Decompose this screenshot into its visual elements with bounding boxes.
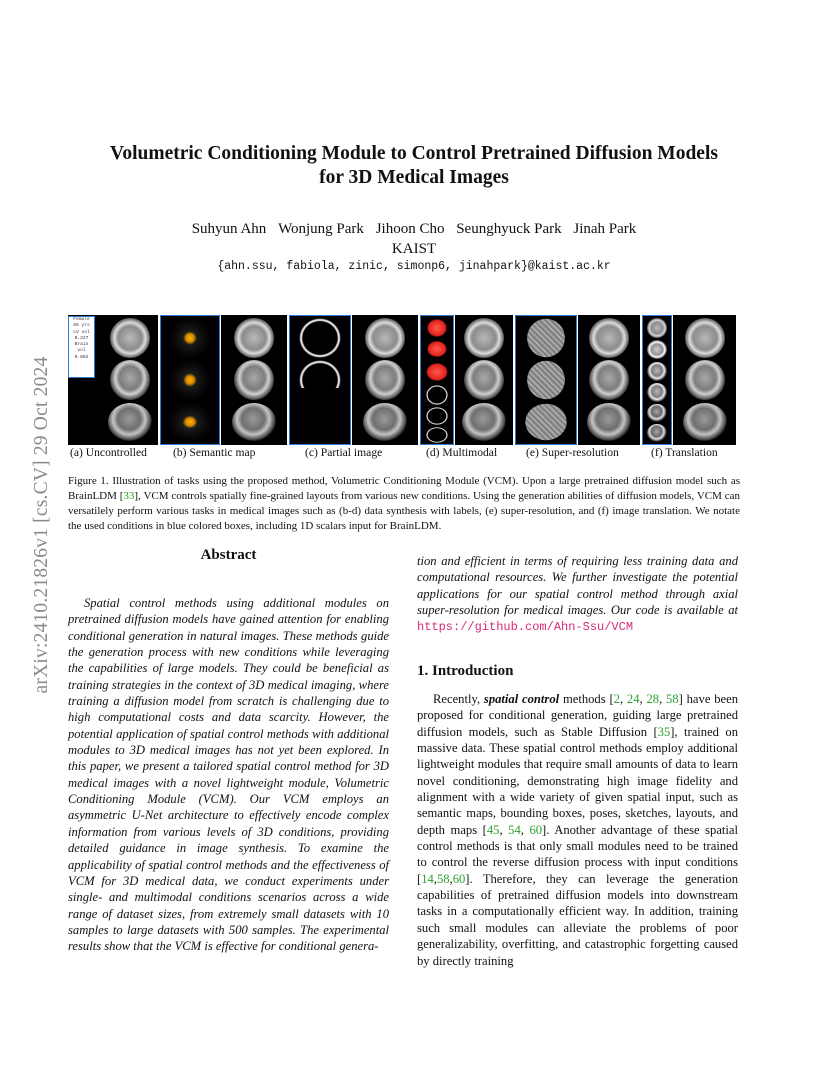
title-line-2: for 3D Medical Images	[319, 167, 509, 188]
brain-sagittal-slice	[108, 403, 152, 441]
author-emails: {ahn.ssu, fabiola, zinic, simonp6, jinahpark}@kaist.ac.kr	[217, 260, 611, 273]
source-modality-1	[647, 318, 667, 338]
introduction-heading: 1. Introduction	[417, 663, 514, 679]
code-link[interactable]: https://github.com/Ahn-Ssu/VCM	[417, 620, 634, 635]
emphasized-term: spatial control	[483, 692, 560, 706]
source-modality-2	[647, 340, 667, 359]
citation-link[interactable]: 35	[657, 724, 671, 739]
partial-image-coronal	[299, 360, 341, 400]
brain-sagittal-slice	[232, 403, 276, 441]
brain-axial-slice	[685, 318, 725, 358]
author-name: Seunghyuck Park	[456, 221, 562, 237]
panel-partial-output	[352, 315, 418, 445]
panel-translation-condition	[642, 315, 672, 445]
brain-sagittal-slice	[587, 403, 631, 441]
introduction-body: Recently, spatial control methods [2, 24, 28, 58] have been proposed for conditional generation, guiding large pretrained diffusion models, such as Stable Diffusion [35], trained on massive data. These spatial control methods employ additional lightweight modules that require small amounts of data to learn novel conditioning, demonstrating high image fidelity and alignment with a wide variety of given spatial input, such as semantic maps, bounding boxes, poses, sketches, layouts, and depth maps [45, 54, 60]. Another advantage of these spatial control methods is that only small modules need to be trained to control the reverse diffusion process with input conditions [14,58,60]. Therefore, they can leverage the generation capabilities of pretrained diffusion models into downstream tasks in a computationally efficient way. In addition, training such small modules can alleviate the problems of poor generalizability, overfitting, and catastrophic forgetting caused by directly training	[417, 692, 739, 968]
panel-superres-output	[578, 315, 640, 445]
subfigure-label: (a) Uncontrolled	[70, 446, 147, 459]
citation-link[interactable]: 28	[646, 692, 660, 706]
multimodal-edge-1	[426, 385, 448, 405]
brain-coronal-slice	[234, 360, 274, 400]
lowres-axial	[525, 318, 567, 358]
figure-1	[68, 315, 736, 445]
multimodal-edge-2	[426, 407, 448, 425]
subfigure-label: (d) Multimodal	[426, 446, 498, 459]
abstract-heading: Abstract	[200, 547, 257, 563]
brain-coronal-slice	[464, 360, 504, 400]
semantic-map-sagittal	[168, 403, 212, 441]
citation-link[interactable]: 33	[123, 490, 135, 502]
lowres-sagittal	[523, 403, 569, 441]
author-block	[60, 219, 768, 259]
brain-axial-slice	[234, 318, 274, 358]
brain-coronal-slice	[685, 360, 725, 400]
citation-link[interactable]: 54	[508, 822, 521, 837]
panel-uncontrolled	[68, 315, 158, 445]
subfigure-label: (b) Semantic map	[173, 446, 256, 459]
citation-link[interactable]: 14	[421, 871, 434, 886]
brain-sagittal-slice	[462, 403, 506, 441]
arxiv-id: arXiv:2410.21826v1 [cs.CV] 29 Oct 2024	[31, 356, 52, 694]
panel-superres-condition	[515, 315, 577, 445]
panel-semantic-condition	[160, 315, 220, 445]
brain-axial-slice	[365, 318, 405, 358]
author-name: Wonjung Park	[278, 221, 364, 237]
multimodal-edge-3	[426, 427, 448, 443]
source-modality-3	[647, 362, 667, 381]
figure-caption: Figure 1. Illustration of tasks using the proposed method, Volumetric Conditioning Module (VCM). Upon a large pretrained diffusion model such as BrainLDM [33], VCM controls spatially fine-grained layouts from various new conditions. Using the generation abilities of diffusion models, VCM can versatilely perform various tasks in medical images such as (b-d) data synthesis with labels, (e) super-resolution, and (f) image translation. We notate the used conditions in blue colored boxes, including 1D scalars input for BrainLDM.	[68, 475, 740, 532]
subfigure-label: (c) Partial image	[305, 446, 383, 459]
panel-semantic-output	[221, 315, 287, 445]
brain-axial-slice	[464, 318, 504, 358]
abstract-body: Spatial control methods using additional modules on pretrained diffusion models have gained attention for enabling conditional generation in natural images. These methods guide the generation process with new conditions while leveraging the capabilities of large models. They could be beneficial as training strategies in the context of 3D medical imaging, where training a diffusion model from scratch is challenging due to high computational costs and data scarcity. However, the potential application of spatial control methods with additional modules to 3D medical images has not yet been explored. In this paper, we present a tailored spatial control method for 3D medical images with a novel lightweight module, Volumetric Conditioning Module (VCM). Our VCM employs an asymmetric U-Net architecture to effectively encode complex information from various levels of 3D conditions, providing detailed guidance in image synthesis. To examine the applicability of spatial control methods and the effectiveness of VCM for 3D medical data, we conduct experiments under single- and multimodal conditions scenarios across a wide range of dataset sizes, from extremely small datasets with 10 samples to large datasets with 500 samples. The experimental results show that the VCM is effective for conditional genera-	[68, 596, 389, 954]
source-modality-6	[647, 424, 667, 442]
citation-link[interactable]: 60	[529, 822, 543, 837]
multimodal-mask-1	[426, 318, 448, 338]
arxiv-sidebar	[22, 290, 62, 760]
brain-sagittal-slice	[683, 403, 727, 441]
subfigure-label: (f) Translation	[651, 446, 718, 459]
author-name: Jihoon Cho	[375, 221, 445, 237]
multimodal-mask-2	[426, 340, 448, 358]
brain-coronal-slice	[365, 360, 405, 400]
citation-link[interactable]: 58	[436, 871, 450, 886]
scalar-condition-box: Female 65 yrs LV vol 0.227 Brain vol 0.862	[68, 316, 95, 378]
brain-axial-slice	[589, 318, 629, 358]
partial-image-axial	[299, 318, 341, 358]
lowres-coronal	[525, 360, 567, 400]
title-line-1: Volumetric Conditioning Module to Control Pretrained Diffusion Models	[110, 143, 718, 164]
subfigure-label: (e) Super-resolution	[526, 446, 619, 459]
semantic-map-axial	[170, 318, 210, 358]
panel-translation-output	[673, 315, 736, 445]
source-modality-5	[647, 404, 667, 422]
citation-link[interactable]: 45	[486, 822, 500, 837]
panel-multimodal-output	[455, 315, 513, 445]
citation-link[interactable]: 2	[613, 692, 620, 706]
brain-coronal-slice	[110, 360, 150, 400]
citation-link[interactable]: 58	[666, 692, 679, 706]
abstract-continuation: tion and efficient in terms of requiring less training data and computational resources. We further investigate the potential applications for our spatial control method through axial super-resolution for medical images. Our code is available at https://github.com/Ahn-Ssu/VCM	[417, 554, 738, 635]
source-modality-4	[647, 383, 667, 402]
panel-partial-condition	[289, 315, 351, 445]
affiliation: KAIST	[391, 241, 437, 257]
brain-coronal-slice	[589, 360, 629, 400]
paper-title	[60, 142, 768, 190]
author-name: Jinah Park	[573, 221, 637, 237]
semantic-map-coronal	[170, 360, 210, 400]
author-name: Suhyun Ahn	[191, 221, 267, 237]
author-list	[60, 219, 768, 239]
citation-link[interactable]: 24	[626, 692, 640, 706]
brain-sagittal-slice	[363, 403, 407, 441]
multimodal-mask-3	[425, 362, 449, 382]
panel-multimodal-condition	[420, 315, 454, 445]
brain-axial-slice	[110, 318, 150, 358]
citation-link[interactable]: 60	[452, 871, 466, 886]
